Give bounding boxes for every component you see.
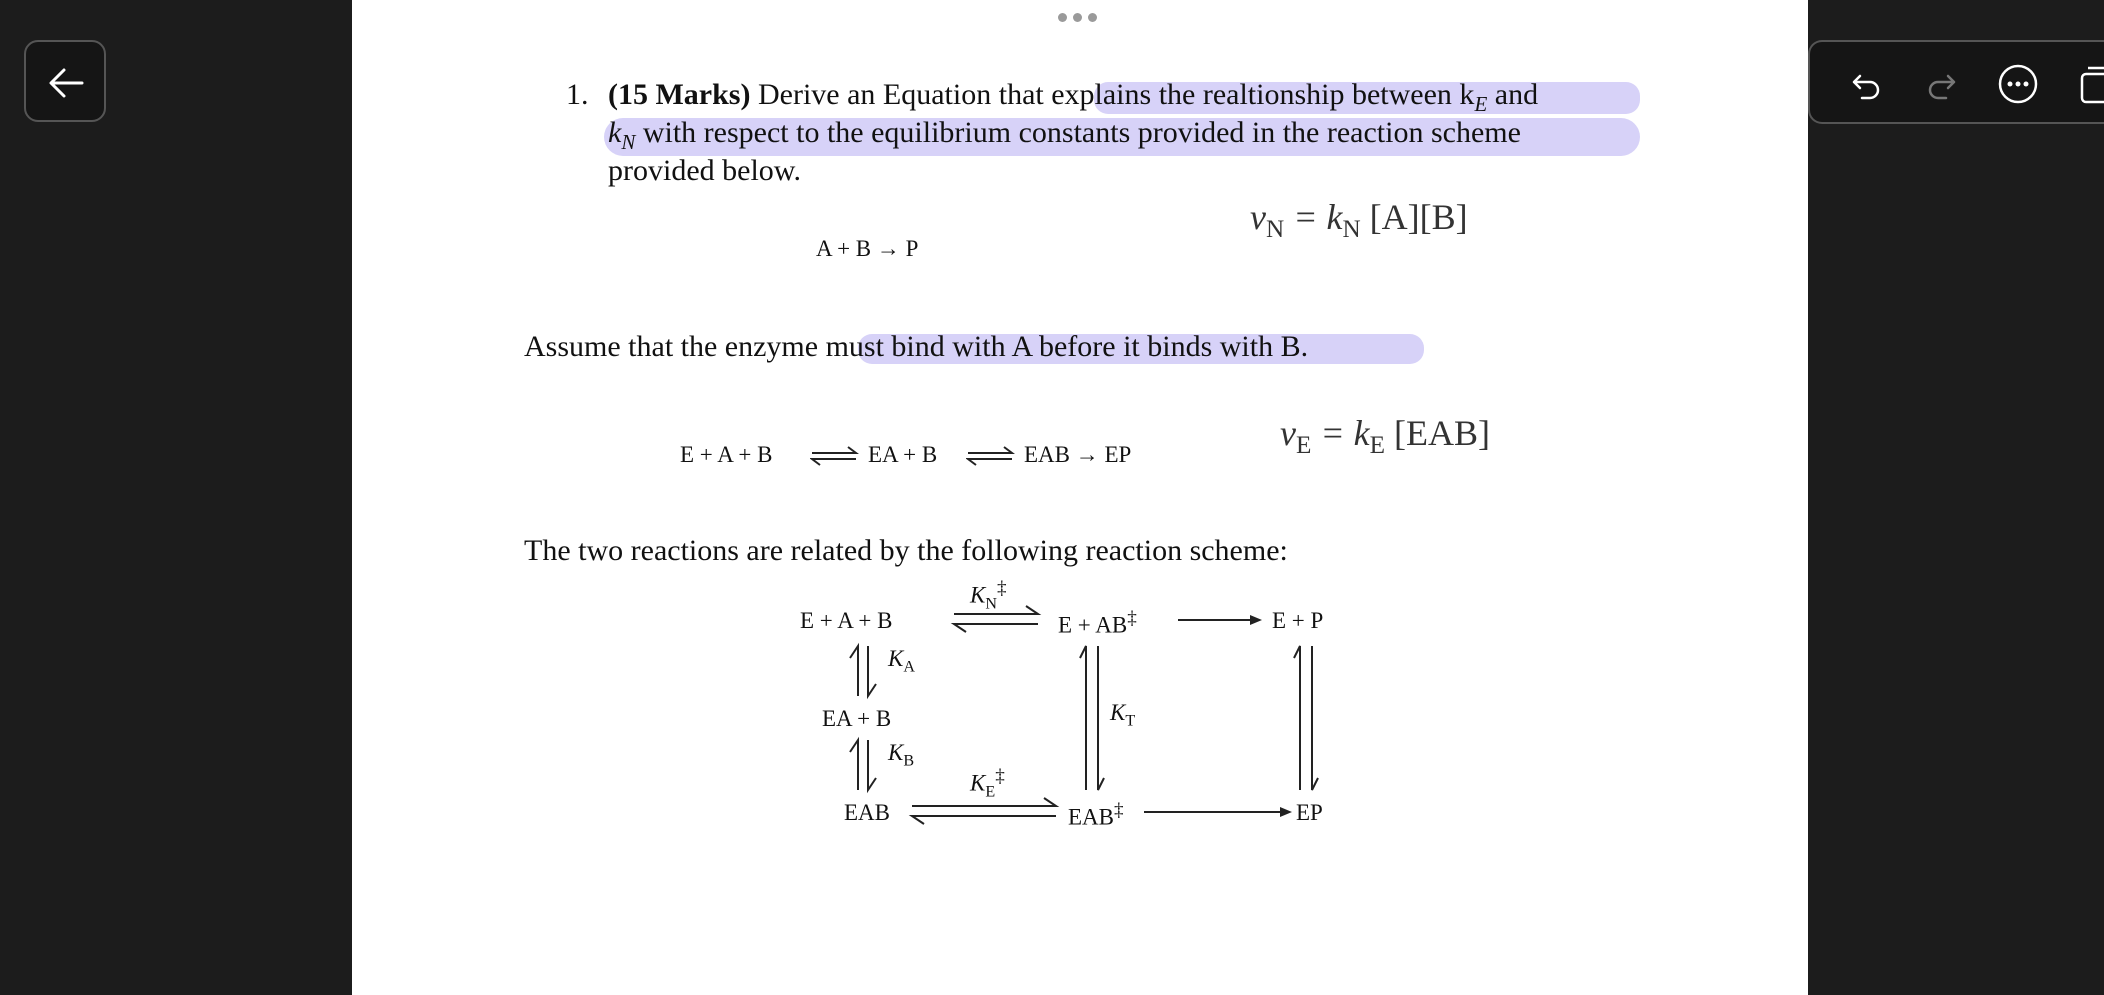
question-marks: (15 Marks) <box>608 78 751 111</box>
undo-icon[interactable] <box>1844 62 1888 106</box>
k-sub: E <box>1474 92 1488 116</box>
copy-icon[interactable] <box>2072 62 2104 106</box>
k-symbol: k <box>608 116 622 149</box>
enzymatic-part-1: E + A + B <box>680 442 773 467</box>
scheme-e-p: E + P <box>1272 608 1324 633</box>
constant-kt: $K_T$ <box>1110 700 1136 730</box>
v-symbol: v <box>1280 413 1296 453</box>
constant-ke: $K_E^\ddagger$ <box>970 766 1005 801</box>
enzymatic-part-3: EAB → EP <box>1024 442 1132 467</box>
v-sub: E <box>1295 432 1312 460</box>
k-symbol: = k <box>1293 197 1343 237</box>
assumption-text: Assume that the enzyme must bind with A before it binds with B. <box>524 330 1309 363</box>
scheme-intro: The two reactions are related by the following reaction scheme: <box>524 534 1288 567</box>
v-symbol: v <box>1250 197 1266 237</box>
k-sub: E <box>1369 432 1386 460</box>
k-sub: N <box>1342 216 1361 244</box>
dagger: ‡ <box>1114 800 1124 821</box>
redo-icon[interactable] <box>1920 62 1964 106</box>
question-line-3: provided below. <box>608 154 802 187</box>
scheme-eabt: EAB‡ <box>1068 800 1124 830</box>
rate-concentrations: [A][B] <box>1369 197 1468 237</box>
more-icon[interactable] <box>1996 62 2040 106</box>
question-text-1: Derive an Equation that explains the realtionship between k <box>757 78 1475 111</box>
k-sub: N <box>621 130 636 154</box>
enzymatic-part-2: EA + B <box>868 442 938 467</box>
constant-ka: $K_A$ <box>888 646 915 676</box>
rate-concentrations: [EAB] <box>1394 413 1491 453</box>
scheme-e-abt: E + AB‡ <box>1058 608 1137 638</box>
scheme-ea-b: EA + B <box>822 706 892 731</box>
dagger: ‡ <box>1127 608 1137 629</box>
question-number: 1. <box>566 78 589 111</box>
scheme-ep: EP <box>1296 800 1323 825</box>
question-text-2: with respect to the equilibrium constants provided in the reaction scheme <box>635 116 1521 149</box>
scheme-eab: EAB <box>844 800 890 825</box>
annotation-toolbar <box>1808 40 2104 124</box>
nonenzymatic-reaction: A + B → P <box>816 236 919 261</box>
v-sub: N <box>1265 216 1285 244</box>
k-symbol: = k <box>1320 413 1370 453</box>
and-text: and <box>1487 78 1539 111</box>
constant-kn: $K_N^\ddagger$ <box>970 578 1007 613</box>
constant-kb: $K_B$ <box>888 740 915 770</box>
scheme-e-a-b: E + A + B <box>800 608 893 633</box>
